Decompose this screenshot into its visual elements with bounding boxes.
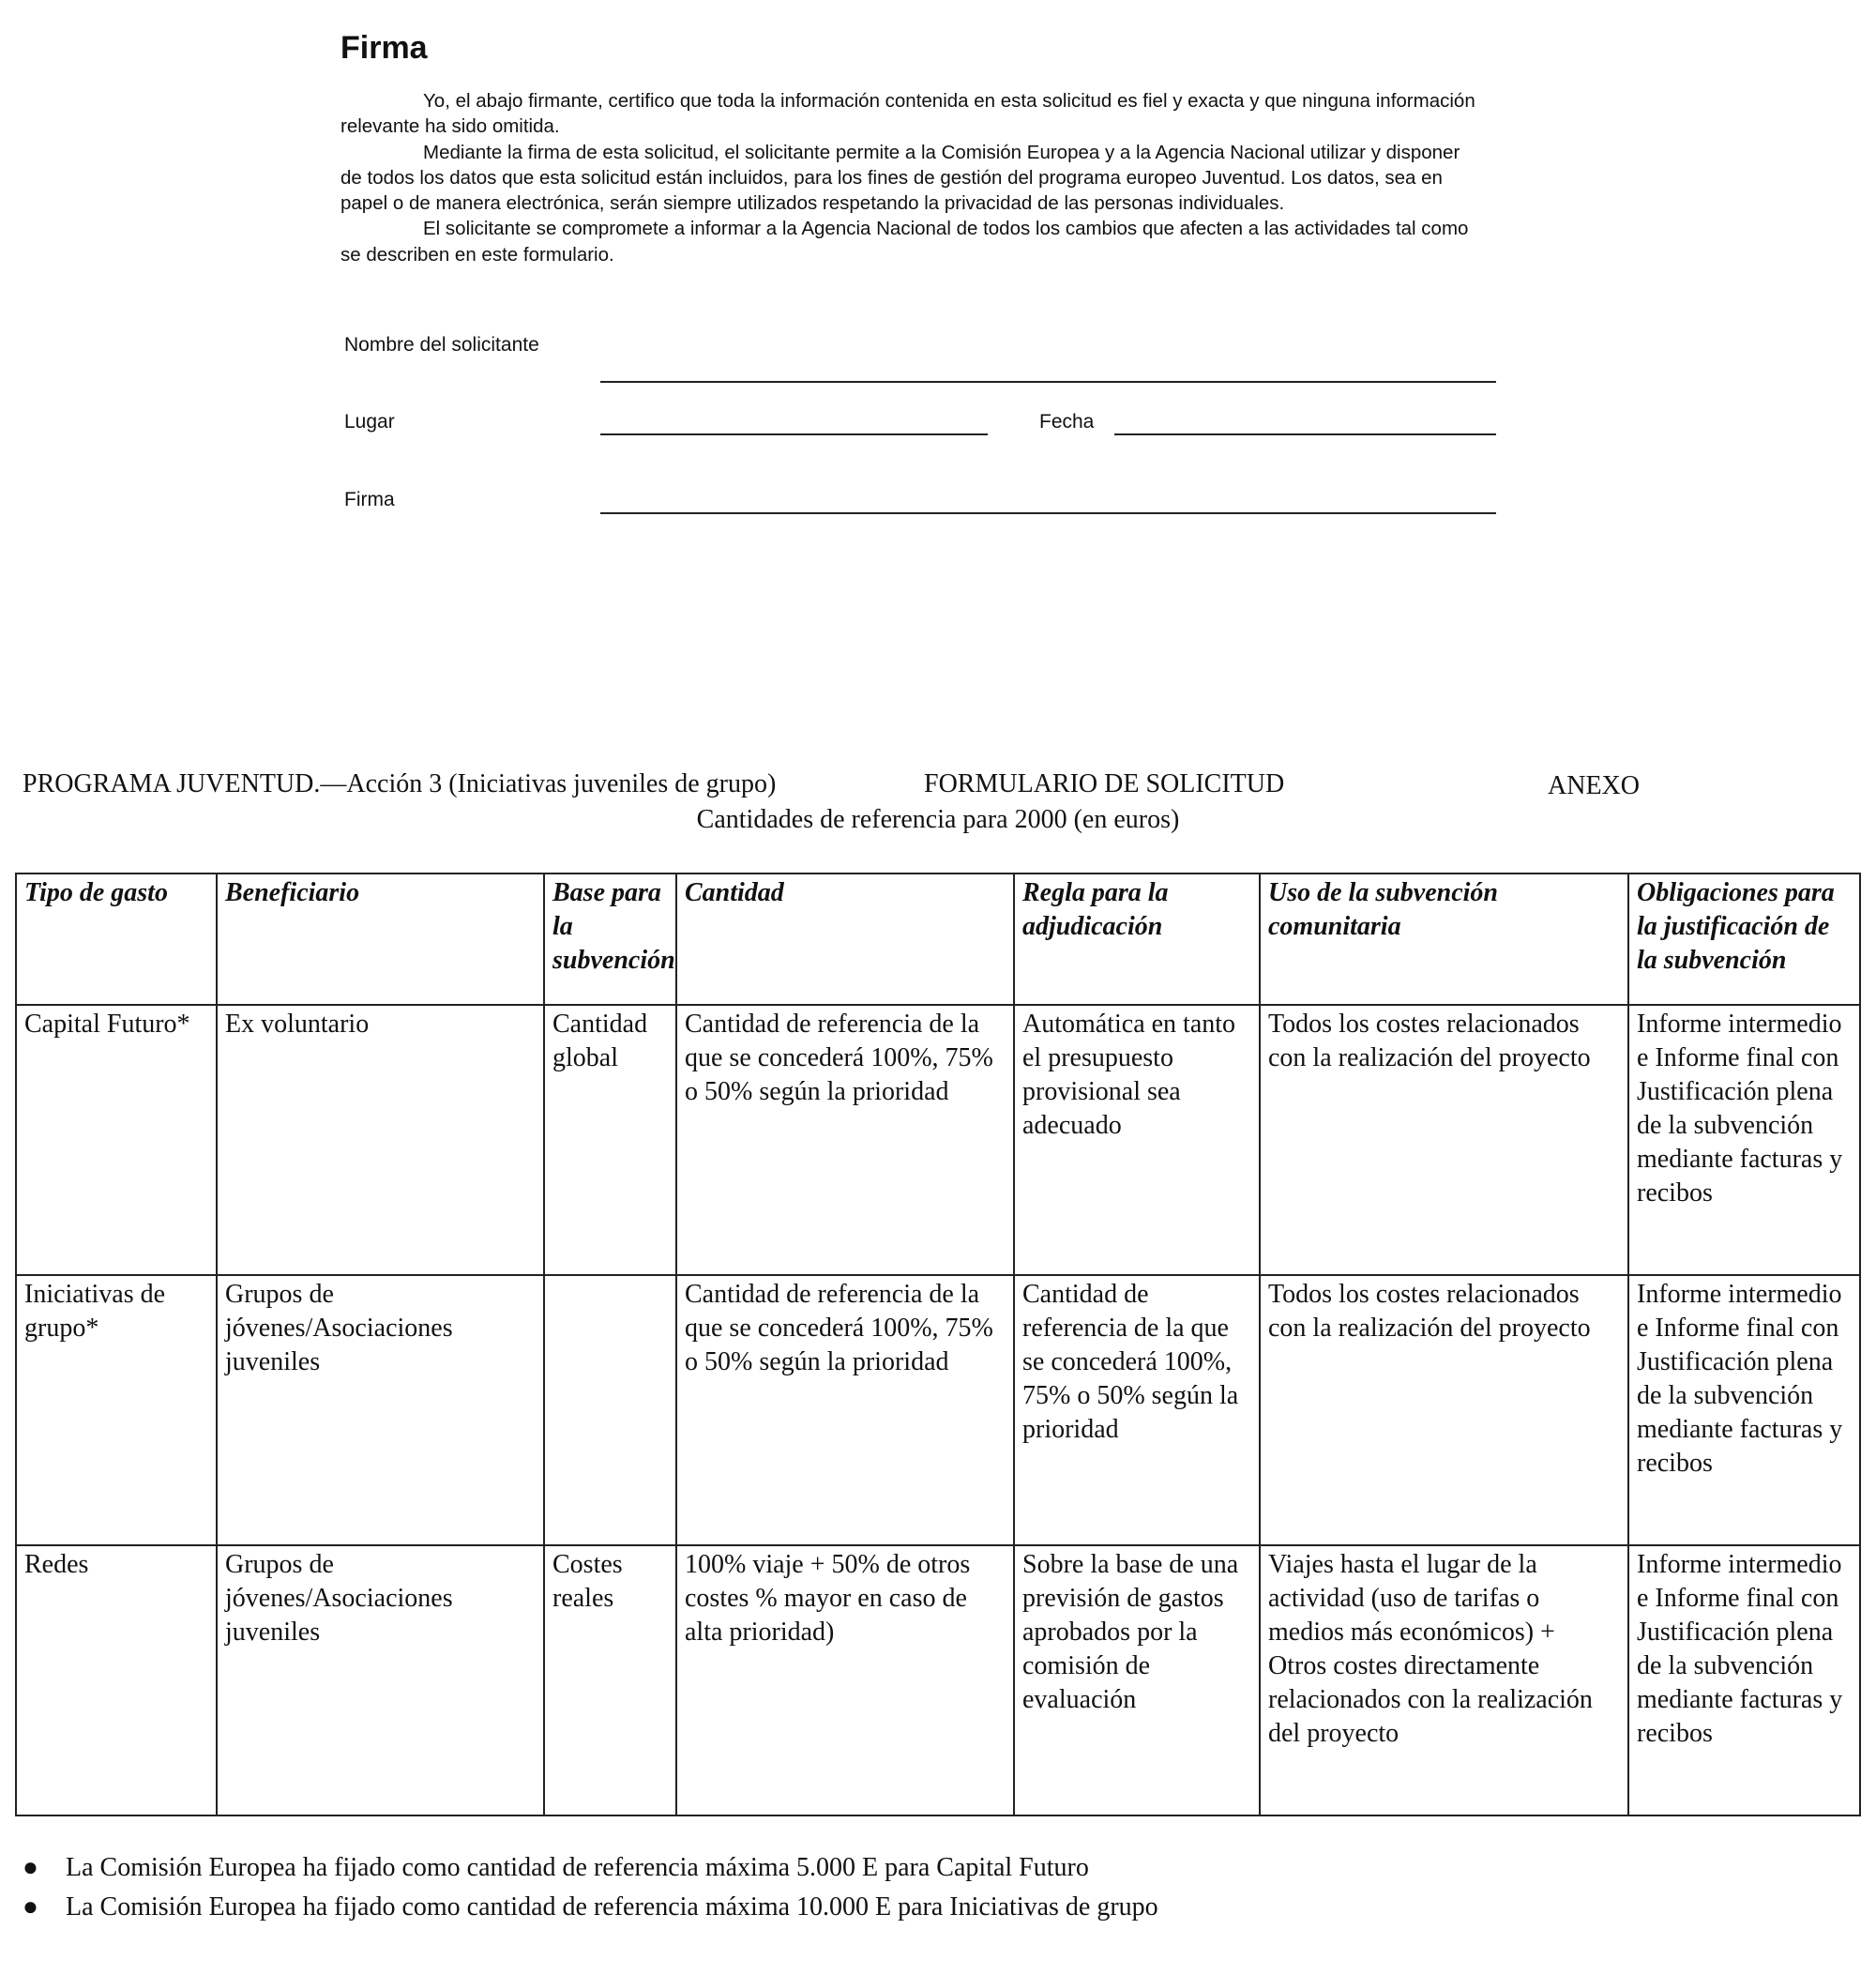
annex-label: ANEXO: [1548, 771, 1640, 800]
footnote-list: [21, 1848, 1803, 1927]
table-cell: Ex voluntario: [217, 1005, 544, 1275]
table-cell: Costes reales: [544, 1545, 676, 1815]
table-subtitle: Cantidades de referencia para 2000 (en euros): [696, 805, 1180, 834]
table-cell: Automática en tanto el presupuesto provisional sea adecuado: [1014, 1005, 1260, 1275]
table-cell: Grupos de jóvenes/Asociaciones juveniles: [217, 1275, 544, 1545]
applicant-name-label: Nombre del solicitante: [344, 334, 539, 356]
table-header-row: [16, 874, 1860, 1005]
signature-label: Firma: [344, 489, 395, 510]
table-row: [16, 1545, 1860, 1815]
program-heading: PROGRAMA JUVENTUD.—Acción 3 (Iniciativas juveniles de grupo): [23, 769, 777, 798]
section-title: Firma: [340, 30, 428, 66]
date-field[interactable]: [1114, 433, 1496, 435]
table-cell: Redes: [16, 1545, 217, 1815]
table-cell: Iniciativas de grupo*: [16, 1275, 217, 1545]
table-cell: Cantidad de referencia de la que se concederá 100%, 75% o 50% según la prioridad: [676, 1275, 1014, 1545]
bullet-icon: ●: [23, 1853, 38, 1882]
table-cell: Sobre la base de una previsión de gastos aprobados por la comisión de evaluación: [1014, 1545, 1260, 1815]
table-cell: Todos los costes relacionados con la realización del proyecto: [1260, 1275, 1628, 1545]
table-cell: Capital Futuro*: [16, 1005, 217, 1275]
table-cell: Todos los costes relacionados con la realización del proyecto: [1260, 1005, 1628, 1275]
table-cell: Cantidad de referencia de la que se concederá 100%, 75% o 50% según la prioridad: [1014, 1275, 1260, 1545]
place-label: Lugar: [344, 411, 395, 433]
table-cell: Viajes hasta el lugar de la actividad (uso de tarifas o medios más económicos) + Otros costes directamente relacionados con la realización del proyecto: [1260, 1545, 1628, 1815]
table-cell: Cantidad de referencia de la que se concederá 100%, 75% o 50% según la prioridad: [676, 1005, 1014, 1275]
declaration-paragraph: Mediante la firma de esta solicitud, el solicitante permite a la Comisión Europea y a la Agencia Nacional utilizar y disponer de todos los datos que esta solicitud están incluidos, para los fines de gestión del programa europeo Juventud. Los datos, sea en papel o de manera electrónica, serán siempre utilizados respetando la privacidad de las personas individuales.: [340, 141, 1460, 215]
column-header: Obligaciones para la justificación de la subvención: [1628, 874, 1860, 1005]
table-row: [16, 1275, 1860, 1545]
declaration-paragraph: El solicitante se compromete a informar a la Agencia Nacional de todos los cambios que afecten a las actividades tal como se describen en este formulario.: [340, 218, 1469, 266]
footnote-text: La Comisión Europea ha fijado como cantidad de referencia máxima 5.000 E para Capital Futuro: [66, 1853, 1089, 1882]
applicant-name-field[interactable]: [600, 381, 1496, 383]
table-cell: [544, 1275, 676, 1545]
column-header: Base para la subvención: [544, 874, 676, 1005]
table-cell: Informe intermedio e Informe final con Justificación plena de la subvención mediante facturas y recibos: [1628, 1005, 1860, 1275]
table-row: [16, 1005, 1860, 1275]
table-cell: Informe intermedio e Informe final con Justificación plena de la subvención mediante facturas y recibos: [1628, 1275, 1860, 1545]
table-cell: Informe intermedio e Informe final con Justificación plena de la subvención mediante facturas y recibos: [1628, 1545, 1860, 1815]
footnote-item: [21, 1888, 1803, 1927]
signature-field[interactable]: [600, 512, 1496, 514]
column-header: Tipo de gasto: [16, 874, 217, 1005]
table-cell: Grupos de jóvenes/Asociaciones juveniles: [217, 1545, 544, 1815]
table-cell: 100% viaje + 50% de otros costes % mayor en caso de alta prioridad): [676, 1545, 1014, 1815]
table-cell: Cantidad global: [544, 1005, 676, 1275]
column-header: Regla para la adjudicación: [1014, 874, 1260, 1005]
bullet-icon: ●: [23, 1892, 38, 1922]
column-header: Uso de la subvención comunitaria: [1260, 874, 1628, 1005]
form-heading: FORMULARIO DE SOLICITUD: [924, 769, 1285, 798]
footnote-item: [21, 1848, 1803, 1888]
column-header: Beneficiario: [217, 874, 544, 1005]
declaration-paragraph: Yo, el abajo firmante, certifico que toda la información contenida en esta solicitud es fiel y exacta y que ninguna información relevante ha sido omitida.: [340, 90, 1475, 138]
reference-amounts-table: [15, 873, 1861, 1816]
footnote-text: La Comisión Europea ha fijado como cantidad de referencia máxima 10.000 E para Iniciativas de grupo: [66, 1892, 1158, 1922]
declaration-text: [340, 88, 1485, 267]
place-field[interactable]: [600, 433, 988, 435]
date-label: Fecha: [1039, 411, 1095, 433]
column-header: Cantidad: [676, 874, 1014, 1005]
